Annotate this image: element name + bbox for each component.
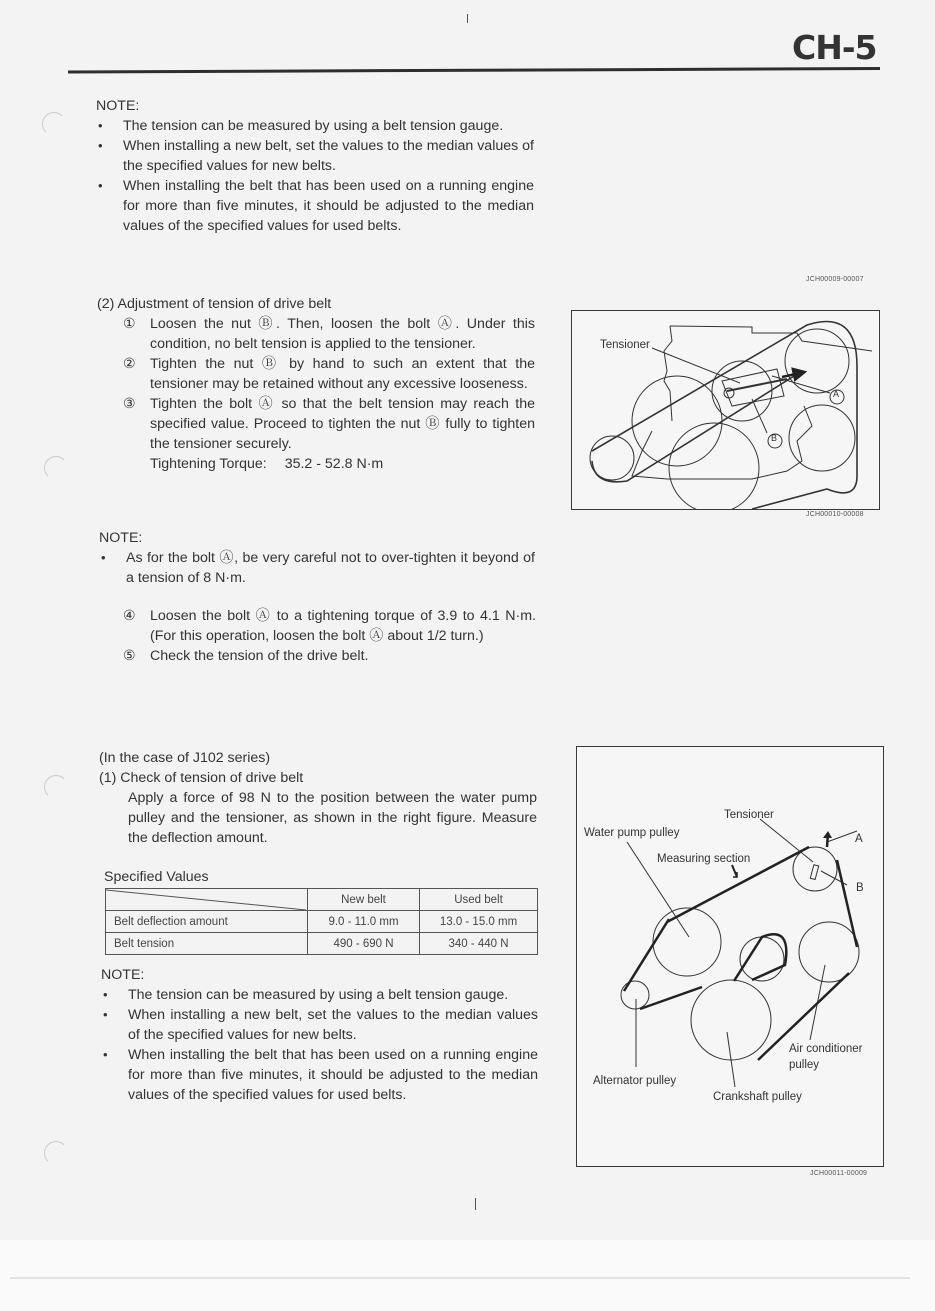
column-header: New belt: [308, 889, 420, 911]
note-bullet: • The tension can be measured by using a belt tension gauge.: [96, 116, 534, 136]
figure-tensioner-diagram: [571, 310, 880, 510]
step-item: [123, 354, 535, 394]
column-header: Used belt: [420, 889, 538, 911]
spec-table: [105, 888, 538, 955]
step-item: [123, 314, 535, 354]
table-row: [106, 911, 538, 933]
scan-smudge: [42, 112, 66, 136]
label-tensioner: Tensioner: [600, 339, 650, 351]
note-heading: NOTE:: [96, 98, 140, 114]
instruction-text: Apply a force of 98 N to the position between the water pump pulley and the tensioner, as shown in the right figure. Measure the deflection amount.: [128, 790, 537, 846]
header-rule: [68, 67, 880, 74]
note-bullet: • The tension can be measured by using a belt tension gauge.: [101, 985, 538, 1005]
label-water-pump-pulley: Water pump pulley: [584, 827, 680, 839]
scan-mark: [467, 14, 468, 23]
step-text: Tighten the bolt Ⓐ so that the belt tension may reach the specified value. Proceed to tighten the nut Ⓑ fully to tighten the tensioner securely.: [150, 396, 535, 452]
label-nut-b: B: [771, 433, 778, 443]
step-number: ⑤: [123, 648, 136, 664]
table-cell: 9.0 - 11.0 mm: [308, 911, 420, 933]
step-item: [123, 606, 536, 646]
chapter-label: CH-5: [792, 28, 877, 67]
label-air-conditioner-pulley-line2: pulley: [789, 1059, 820, 1071]
figure-code: JCH00011-00009: [810, 1170, 868, 1177]
note-bullet: • When installing the belt that has been used on a running engine for more than five minutes, it should be adjusted to the median values of the specified values for used belts.: [96, 176, 534, 236]
step-number: ④: [123, 608, 136, 624]
note-heading: NOTE:: [101, 967, 145, 983]
figure-pulley-layout: [576, 746, 884, 1167]
note-bullet: • When installing a new belt, set the values to the median values of the specified values for new belts.: [96, 136, 534, 176]
note-bullet: • When installing a new belt, set the values to the median values of the specified values for new belts.: [101, 1005, 538, 1045]
figure-code: JCH00010-00008: [806, 511, 864, 518]
label-alternator-pulley: Alternator pulley: [593, 1075, 677, 1087]
torque-label: Tightening Torque:: [150, 456, 267, 472]
scan-smudge: [44, 1141, 68, 1165]
note-bolt-warning: [99, 528, 535, 588]
step-number: ①: [123, 316, 136, 332]
note-bullet: • As for the bolt Ⓐ, be very careful not to over-tighten it beyond of a tension of 8 N·m.: [99, 548, 535, 588]
table-cell: 490 - 690 N: [308, 933, 420, 955]
step-text: Tighten the nut Ⓑ by hand to such an extent that the tensioner may be retained without any excessive looseness.: [150, 356, 535, 392]
step-text: Loosen the nut Ⓑ. Then, loosen the bolt Ⓐ. Under this condition, no belt tension is applied to the tensioner.: [150, 316, 535, 352]
label-b: B: [856, 882, 864, 894]
note-bullet: • When installing the belt that has been used on a running engine for more than five minutes, it should be adjusted to the median values of the specified values for used belts.: [101, 1045, 538, 1105]
step-text: Loosen the bolt Ⓐ to a tightening torque of 3.9 to 4.1 N·m. (For this operation, loosen the bolt Ⓐ about 1/2 turn.): [150, 608, 536, 644]
spec-title: Specified Values: [104, 869, 209, 885]
note-top: [96, 96, 534, 236]
step-number: ③: [123, 396, 136, 412]
table-header-row: [106, 889, 538, 911]
row-label: Belt tension: [106, 933, 308, 955]
row-label: Belt deflection amount: [106, 911, 308, 933]
scan-mark: [475, 1198, 476, 1210]
adjustment-section: [97, 294, 535, 474]
label-bolt-a: A: [833, 389, 840, 399]
page-bottom-margin: [0, 1240, 935, 1311]
j102-section: [99, 748, 537, 848]
label-tensioner: Tensioner: [724, 809, 774, 821]
scan-smudge: [44, 775, 68, 799]
diagonal-line: [106, 889, 306, 911]
adjustment-continued: [123, 606, 536, 666]
label-a: A: [855, 833, 863, 845]
step-text: Check the tension of the drive belt.: [150, 648, 369, 664]
scan-line: [10, 1277, 910, 1279]
table-corner-cell: [106, 889, 308, 911]
label-air-conditioner-pulley: Air conditioner: [789, 1043, 863, 1055]
table-row: [106, 933, 538, 955]
step-item: [123, 394, 535, 454]
section-heading: (2) Adjustment of tension of drive belt: [97, 296, 332, 312]
label-crankshaft-pulley: Crankshaft pulley: [713, 1091, 802, 1103]
figure-code: JCH00009-00007: [806, 276, 864, 283]
note-heading: NOTE:: [99, 530, 143, 546]
torque-value: 35.2 - 52.8 N·m: [284, 456, 384, 472]
note-bottom: [101, 965, 538, 1105]
table-cell: 340 - 440 N: [420, 933, 538, 955]
scan-smudge: [44, 456, 68, 480]
torque-spec: [123, 454, 535, 474]
step-number: ②: [123, 356, 136, 372]
label-measuring-section: Measuring section: [657, 853, 751, 865]
step-item: [123, 646, 536, 666]
table-cell: 13.0 - 15.0 mm: [420, 911, 538, 933]
section-heading: (1) Check of tension of drive belt: [99, 770, 304, 786]
series-heading: (In the case of J102 series): [99, 750, 271, 766]
